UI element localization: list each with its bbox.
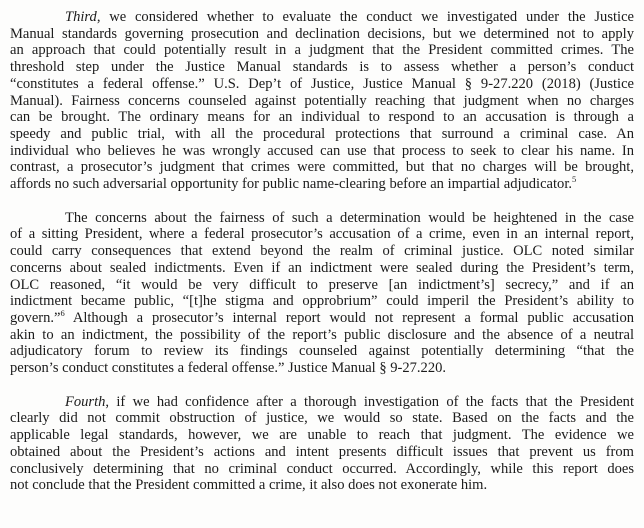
- paragraph-third: [10, 9, 634, 193]
- text-line: clearly did not commit obstruction of justice, we would so state. Based on the facts and the: [10, 410, 634, 427]
- footnote-marker[interactable]: 5: [572, 174, 577, 185]
- text-line: not conclude that the President committed a crime, it also does not exonerate him.: [10, 477, 488, 494]
- paragraph-fairness-concerns: [10, 210, 634, 377]
- text-line: The concerns about the fairness of such a determination would be heightened in the case: [65, 209, 634, 226]
- text-line: threshold step under the Justice Manual standards is to assess whether a person’s conduct: [10, 59, 634, 76]
- text-line: OLC reasoned, “it would be very difficult to preserve [an indictment’s] secrecy,” and if an: [10, 276, 634, 293]
- text-line: an approach that could potentially result in a judgment that the President committed crimes. The: [10, 42, 634, 59]
- paragraph-fourth: [10, 394, 634, 494]
- text-line: of a sitting President, where a federal prosecutor’s accusation of a crime, even in an internal report,: [10, 226, 634, 243]
- text-line: Fourth, if we had confidence after a thorough investigation of the facts that the President: [65, 393, 634, 410]
- text-line: speedy and public trial, with all the procedural protections that surround a criminal case. An: [10, 125, 634, 142]
- paragraph-lead-word: Third: [65, 9, 97, 25]
- text-line: individual who believes he was wrongly accused can use that process to seek to clear his name. In: [10, 142, 634, 159]
- text-line: “constitutes a federal offense.” U.S. Dep’t of Justice, Justice Manual § 9-27.220 (2018) (Justice: [10, 75, 634, 92]
- text-line: obtained about the President’s actions and intent presents difficult issues that prevent us from: [10, 443, 634, 460]
- paragraph-spacer: [10, 377, 634, 394]
- footnote-marker[interactable]: 6: [60, 308, 65, 319]
- text-line: applicable legal standards, however, we are unable to reach that judgment. The evidence we: [10, 427, 634, 444]
- text-line: Manual). Fairness concerns counseled against potentially reaching that judgment when no charges: [10, 92, 634, 109]
- text-line: Third, we considered whether to evaluate the conduct we investigated under the Justice: [65, 9, 634, 25]
- text-line: adjudicatory forum to review its findings counseled against potentially determining “that the: [10, 343, 634, 360]
- text-line: concerns about sealed indictments. Even if an indictment were sealed during the President’s term,: [10, 259, 634, 276]
- text-line: could carry consequences that extend beyond the realm of criminal justice. OLC noted similar: [10, 243, 634, 260]
- text-line: akin to an indictment, the possibility of the report’s public disclosure and the absence of a neutral: [10, 326, 634, 343]
- text-line: can be brought. The ordinary means for an individual to respond to an accusation is through a: [10, 109, 634, 126]
- text-line: Manual standards governing prosecution and declination decisions, but we determined not to apply: [10, 25, 634, 42]
- text-line: person’s conduct constitutes a federal offense.” Justice Manual § 9-27.220.: [10, 360, 447, 377]
- text-line: contrast, a prosecutor’s judgment that crimes were committed, but that no charges will be brought,: [10, 159, 634, 176]
- text-line: affords no such adversarial opportunity for public name-clearing before an impartial adjudicator.$^5$: [10, 174, 577, 193]
- paragraph-spacer: [10, 193, 634, 210]
- paragraph-lead-word: Fourth: [65, 393, 106, 410]
- text-line: conclusively determining that no criminal conduct occurred. Accordingly, while this report does: [10, 460, 634, 477]
- text-line: indictment became public, “[t]he stigma and opprobrium” could imperil the President’s ability to: [10, 293, 634, 310]
- text-line: govern.”$^6$ Although a prosecutor’s internal report would not represent a formal public accusation: [10, 308, 634, 326]
